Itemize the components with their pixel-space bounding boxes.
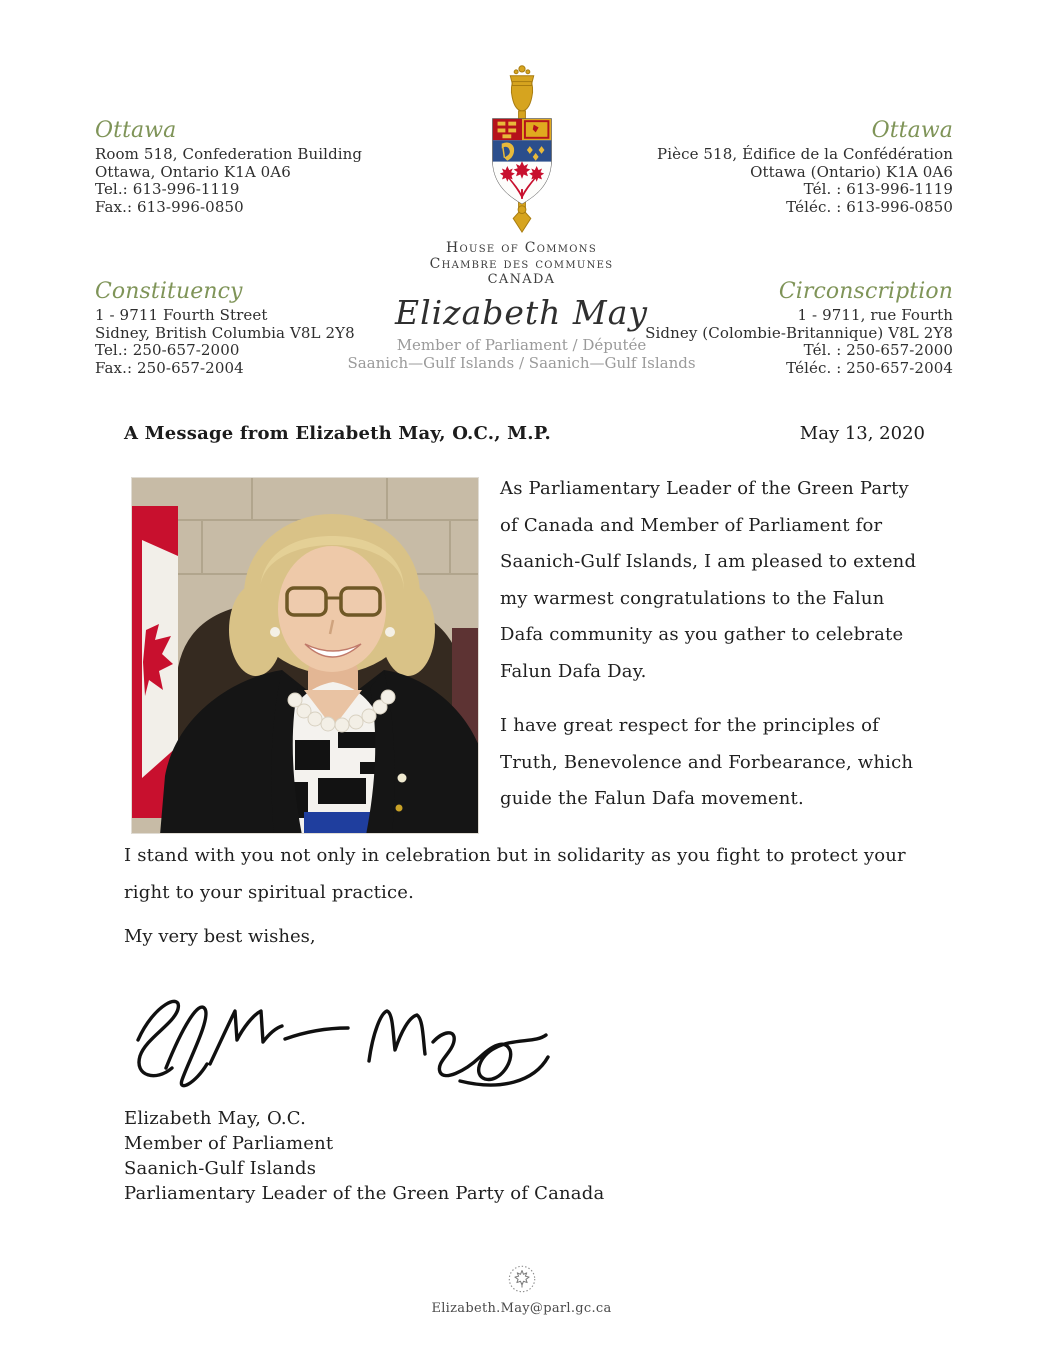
address-line: Ottawa, Ontario K1A 0A6	[95, 162, 291, 181]
phone-line: Tél. : 250-657-2000	[803, 341, 953, 360]
house-of-commons-crest-icon	[0, 64, 1043, 236]
fax-line: Fax.: 613-996-0850	[95, 197, 244, 216]
fax-line: Téléc. : 250-657-2004	[786, 358, 953, 377]
portrait-photo	[131, 477, 479, 834]
address-line: 1 - 9711, rue Fourth	[797, 306, 953, 324]
crest-caption	[0, 241, 1043, 288]
closing-line: My very best wishes,	[124, 926, 316, 947]
member-name: Elizabeth May	[394, 293, 649, 332]
message-date: May 13, 2020	[799, 423, 925, 444]
fax-line: Fax.: 250-657-2004	[95, 358, 244, 377]
office-title: Circonscription	[778, 279, 953, 304]
message-heading: A Message from Elizabeth May, O.C., M.P.	[124, 423, 551, 444]
signature-block	[124, 1106, 604, 1206]
signatory-name: Elizabeth May, O.C.	[124, 1108, 307, 1129]
phone-line: Tél. : 613-996-1119	[803, 180, 953, 199]
address-line: Sidney (Colombie-Britannique) V8L 2Y8	[645, 323, 953, 342]
crest-caption-line: CANADA	[487, 272, 556, 287]
contact-email: Elizabeth.May@parl.gc.ca	[431, 1301, 612, 1316]
fax-line: Téléc. : 613-996-0850	[786, 197, 953, 216]
phone-line: Tel.: 613-996-1119	[95, 180, 240, 199]
crest-caption-line: House of Commons	[445, 240, 597, 256]
paragraph: I stand with you not only in celebration but in solidarity as you fight to protect your right to your spiritual practice.	[124, 845, 906, 903]
office-title: Ottawa	[871, 118, 953, 143]
office-title: Ottawa	[95, 118, 177, 143]
paragraph: I have great respect for the principles of Truth, Benevolence and Forbearance, which guide the Falun Dafa movement.	[500, 715, 914, 809]
address-line: Room 518, Confederation Building	[95, 145, 363, 163]
address-line: Ottawa (Ontario) K1A 0A6	[750, 162, 953, 181]
address-line: Pièce 518, Édifice de la Confédération	[657, 145, 953, 163]
member-title: Member of Parliament / Députée	[396, 336, 647, 354]
signatory-riding: Saanich-Gulf Islands	[124, 1158, 317, 1179]
message-heading-row	[124, 423, 925, 444]
member-riding: Saanich—Gulf Islands / Saanich—Gulf Islands	[347, 354, 696, 372]
signatory-role: Parliamentary Leader of the Green Party of Canada	[124, 1183, 605, 1204]
signature-image	[122, 984, 562, 1096]
letter-body-column	[500, 471, 932, 818]
phone-line: Tel.: 250-657-2000	[95, 341, 240, 360]
maple-leaf-seal-icon	[0, 1263, 1043, 1295]
crest-caption-line: Chambre des communes	[429, 255, 614, 272]
paragraph: As Parliamentary Leader of the Green Party of Canada and Member of Parliament for Saanich-Gulf Islands, I am pleased to extend my warmest congratulations to the Falun Dafa community as you gather to celebrate Falun Dafa Day.	[500, 478, 917, 682]
address-line: 1 - 9711 Fourth Street	[95, 306, 268, 324]
signatory-title: Member of Parliament	[124, 1133, 334, 1154]
address-line: Sidney, British Columbia V8L 2Y8	[95, 323, 355, 342]
office-title: Constituency	[95, 279, 243, 304]
